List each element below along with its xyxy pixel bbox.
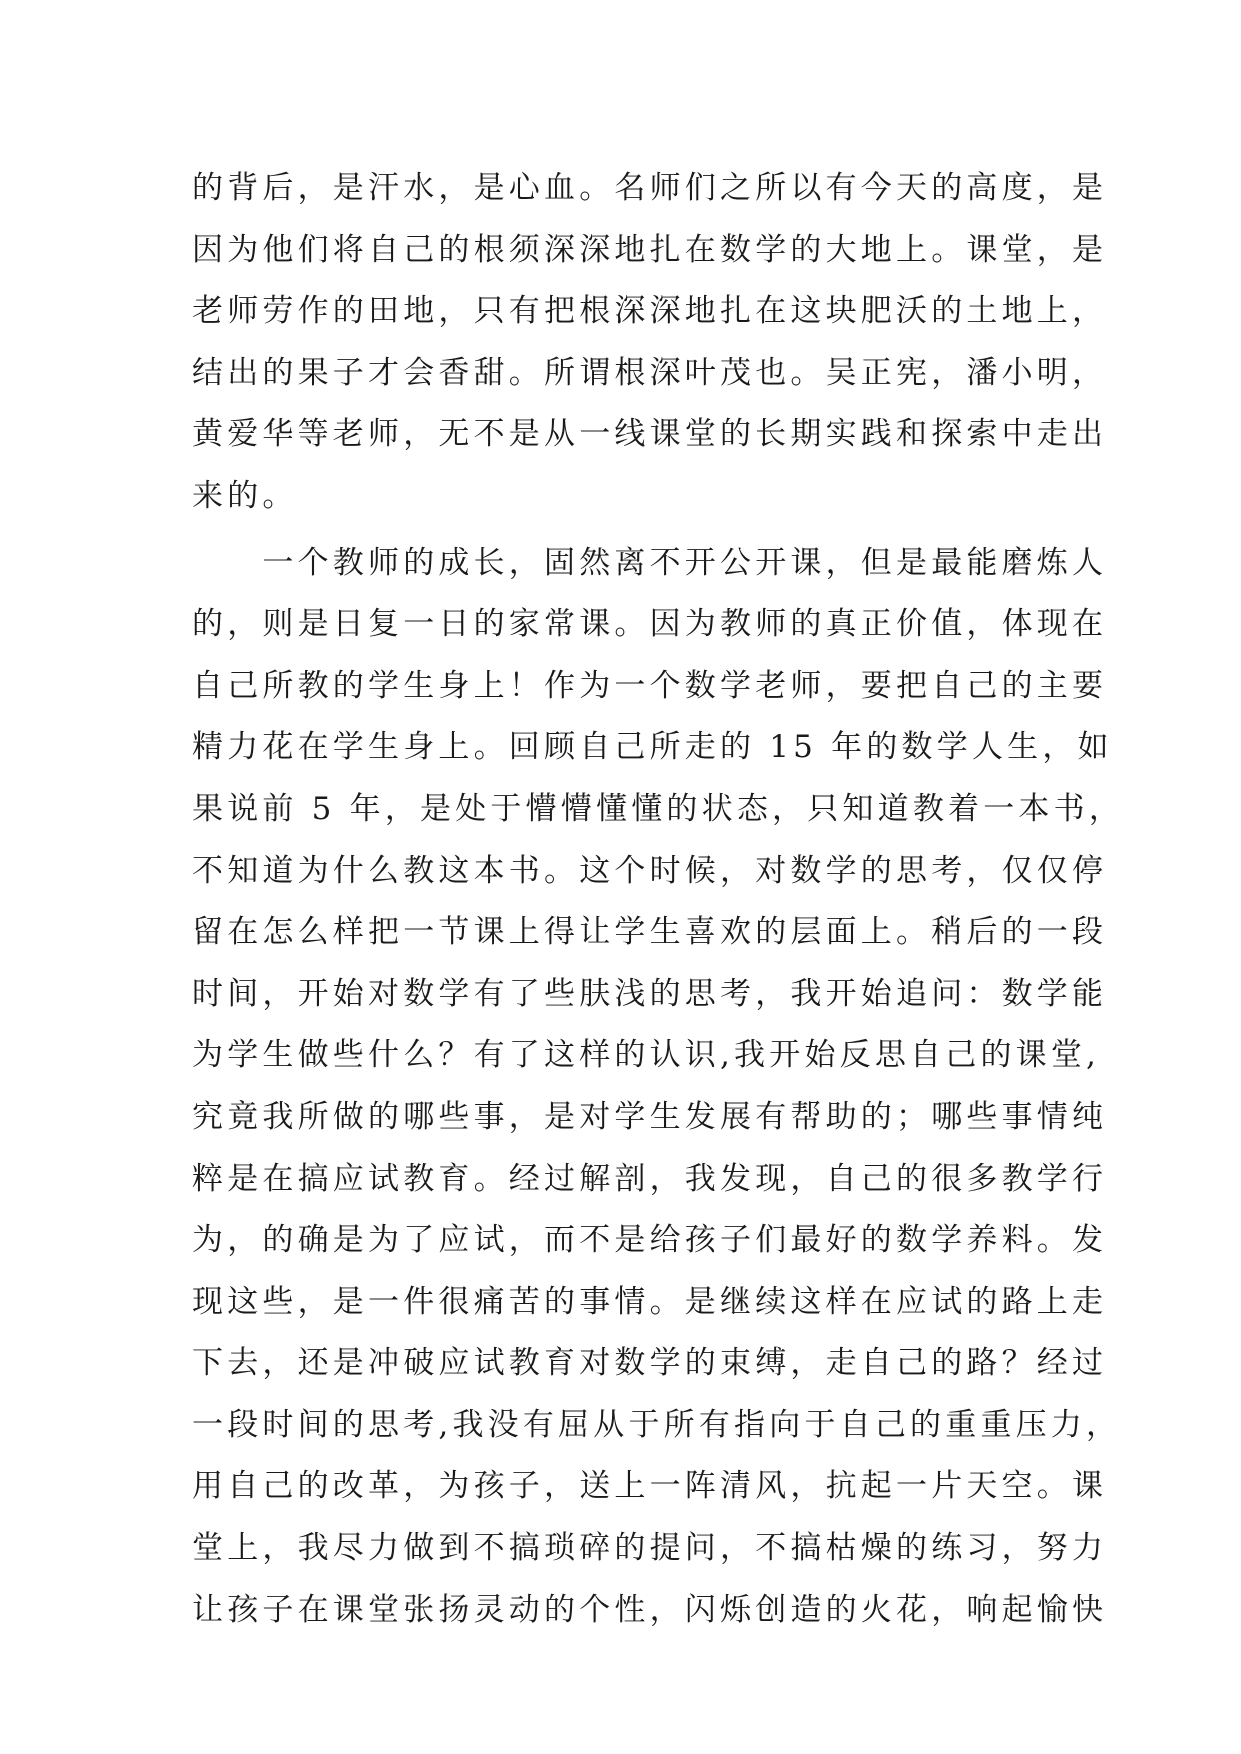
text-line: 结出的果子才会香甜。所谓根深叶茂也。吴正宪，潘小明， [192, 354, 1108, 391]
text-line: 现这些，是一件很痛苦的事情。是继续这样在应试的路上走 [192, 1283, 1108, 1320]
body-text [192, 158, 1125, 1641]
text-line: 下去，还是冲破应试教育对数学的束缚，走自己的路？经过 [192, 1345, 1108, 1382]
text-line: 自己所教的学生身上！作为一个数学老师，要把自己的主要 [192, 667, 1108, 704]
text-line: 究竟我所做的哪些事，是对学生发展有帮助的；哪些事情纯 [192, 1098, 1108, 1135]
text-line: 的背后，是汗水，是心血。名师们之所以有今天的高度，是 [192, 170, 1108, 206]
text-line: 的，则是日复一日的家常课。因为教师的真正价值，体现在 [192, 606, 1108, 643]
text-line: 粹是在搞应试教育。经过解剖，我发现，自己的很多教学行 [192, 1160, 1108, 1197]
paragraph [192, 533, 1125, 1642]
text-line: 一段时间的思考,我没有屈从于所有指向于自己的重重压力， [192, 1406, 1122, 1443]
text-line: 黄爱华等老师，无不是从一线课堂的长期实践和探索中走出 [192, 416, 1108, 453]
text-line: 用自己的改革，为孩子，送上一阵清风，抗起一片天空。课 [192, 1468, 1108, 1505]
text-line: 一个教师的成长，固然离不开公开课，但是最能磨炼人 [192, 544, 1108, 581]
paragraph [192, 158, 1108, 528]
text-line: 为学生做些什么？有了这样的认识,我开始反思自己的课堂, [192, 1037, 1101, 1074]
text-line: 留在怎么样把一节课上得让学生喜欢的层面上。稍后的一段 [192, 914, 1108, 951]
text-line: 不知道为什么教这本书。这个时候，对数学的思考，仅仅停 [192, 852, 1108, 889]
text-line: 精力花在学生身上。回顾自己所走的 15 年的数学人生，如 [192, 729, 1113, 766]
text-line: 堂上，我尽力做到不搞琐碎的提问，不搞枯燥的练习，努力 [192, 1530, 1108, 1567]
text-line: 来的。 [192, 477, 298, 514]
text-line: 为，的确是为了应试，而不是给孩子们最好的数学养料。发 [192, 1222, 1108, 1259]
text-line: 因为他们将自己的根须深深地扎在数学的大地上。课堂，是 [192, 231, 1108, 268]
text-line: 果说前 5 年，是处于懵懵懂懂的状态，只知道教着一本书， [192, 790, 1125, 827]
text-line: 时间，开始对数学有了些肤浅的思考，我开始追问：数学能 [192, 975, 1108, 1012]
text-line: 老师劳作的田地，只有把根深深地扎在这块肥沃的土地上， [192, 293, 1108, 330]
text-line: 让孩子在课堂张扬灵动的个性，闪烁创造的火花，响起愉快 [192, 1591, 1108, 1628]
